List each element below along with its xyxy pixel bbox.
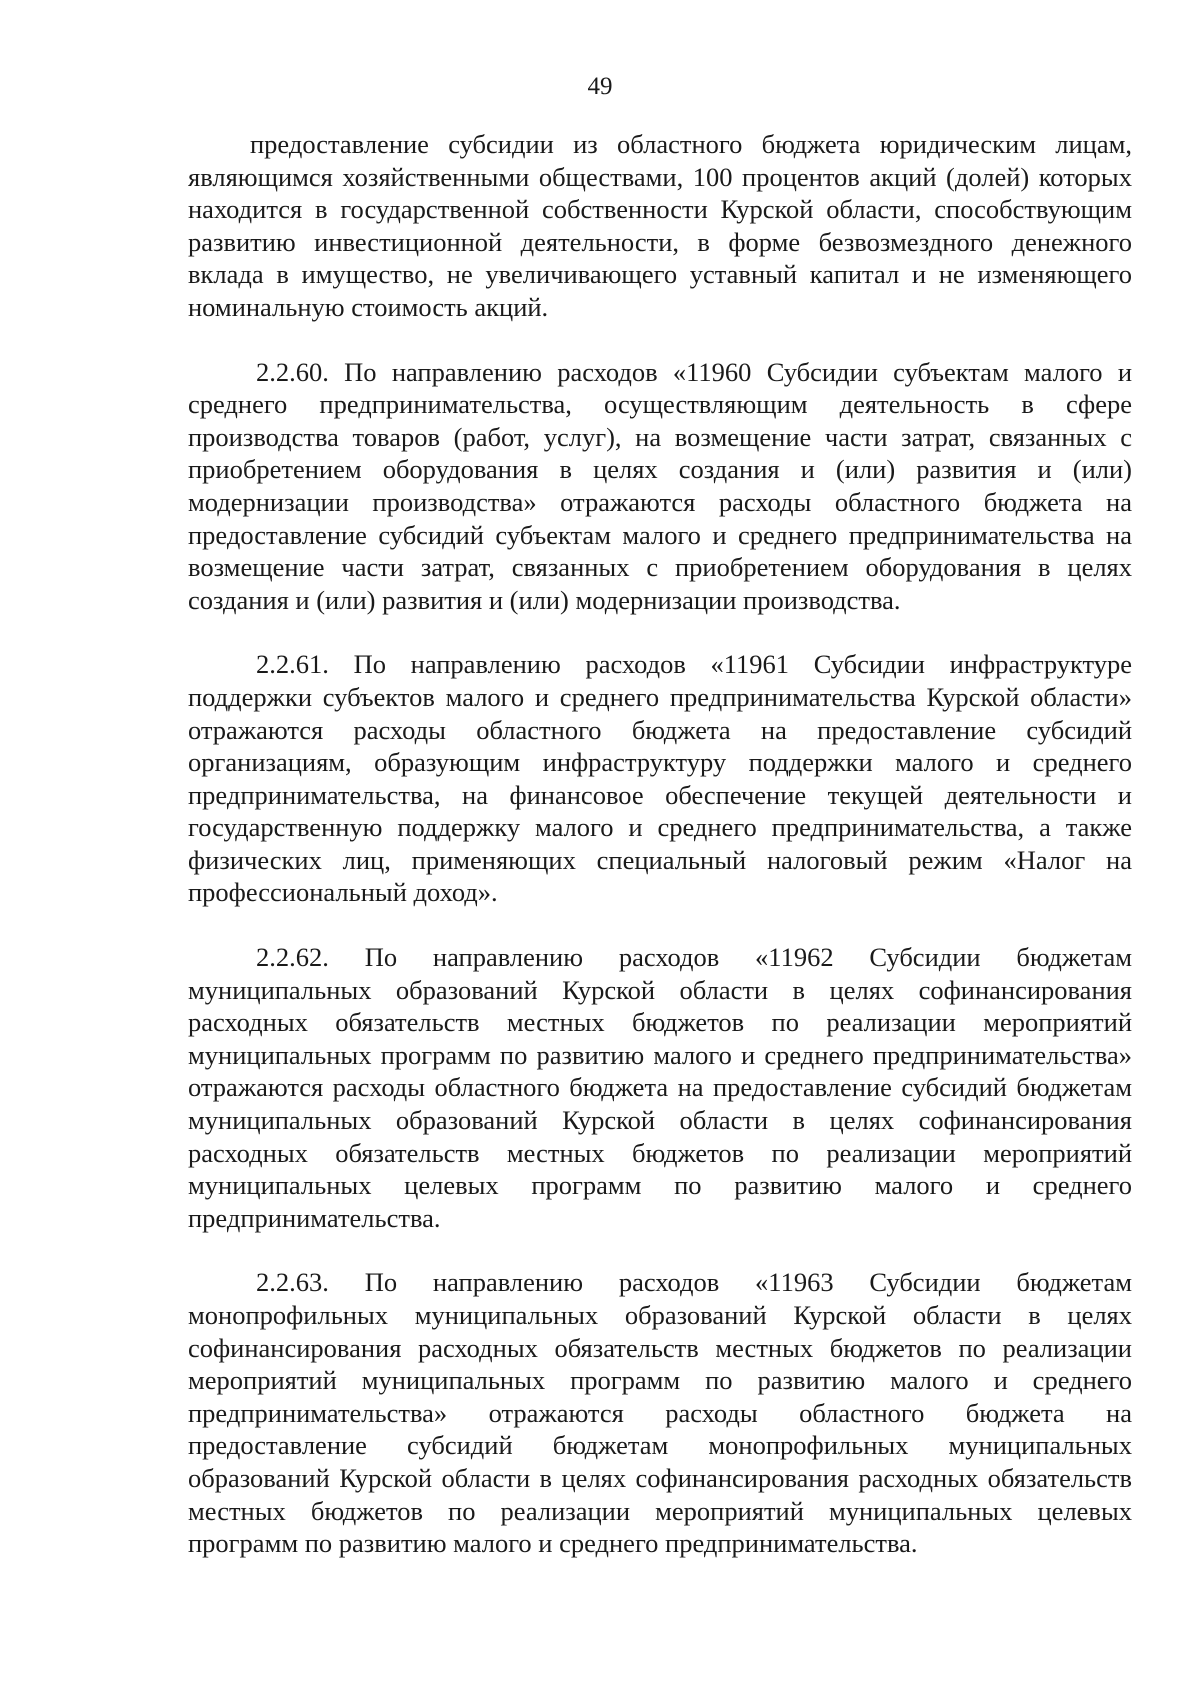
document-body [188,128,1132,1560]
paragraph-continuation [188,128,1132,324]
paragraph-text: По направлению расходов «11963 Субсидии бюджетам монопрофильных муниципальных образований Курской области в целях софинансирования расходных обязательств местных бюджетов по реализации мероприятий муниципальных программ по развитию малого и среднего предпринимательства» отражаются расходы областного бюджета на предоставление субсидий бюджетам монопрофильных муниципальных образований Курской области в целях софинансирования расходных обязательств местных бюджетов по реализации мероприятий муниципальных целевых программ по развитию малого и среднего предпринимательства. [188,1267,1132,1559]
page-number: 49 [587,73,613,100]
paragraph-text: предоставление субсидии из областного бюджета юридическим лицам, являющимся хозяйственными обществами, 100 процентов акций (долей) которых находится в государственной собственности Курской области, способствующим развитию инвестиционной деятельности, в форме безвозмездного денежного вклада в имущество, не увеличивающего уставный капитал и не изменяющего номинальную стоимость акций. [188,129,1132,322]
clause-number: 2.2.63. [256,1267,329,1298]
paragraph-text: По направлению расходов «11960 Субсидии субъектам малого и среднего предпринимательства, осуществляющим деятельность в сфере производства товаров (работ, услуг), на возмещение части затрат, связанных с приобретением оборудования в целях создания и (или) развития и (или) модернизации производства» отражаются расходы областного бюджета на предоставление субсидий субъектам малого и среднего предпринимательства на возмещение части затрат, связанных с приобретением оборудования в целях создания и (или) развития и (или) модернизации производства. [188,356,1133,615]
paragraph-text: По направлению расходов «11961 Субсидии инфраструктуре поддержки субъектов малого и среднего предпринимательства Курской области» отражаются расходы областного бюджета на предоставление субсидий организациям, образующим инфраструктуру поддержки малого и среднего предпринимательства, на финансовое обеспечение текущей деятельности и государственную поддержку малого и среднего предпринимательства, а также физических лиц, применяющих специальный налоговый режим «Налог на профессиональный доход». [188,649,1132,908]
paragraph-2-2-63 [188,1266,1132,1559]
clause-number: 2.2.60. [256,356,329,387]
paragraph-2-2-60 [188,356,1132,617]
paragraph-2-2-62 [188,941,1132,1234]
clause-number: 2.2.61. [256,649,329,680]
paragraph-text: По направлению расходов «11962 Субсидии бюджетам муниципальных образований Курской области в целях софинансирования расходных обязательств местных бюджетов по реализации мероприятий муниципальных программ по развитию малого и среднего предпринимательства» отражаются расходы областного бюджета на предоставление субсидий бюджетам муниципальных образований Курской области в целях софинансирования расходных обязательств местных бюджетов по реализации мероприятий муниципальных целевых программ по развитию малого и среднего предпринимательства. [188,942,1132,1233]
clause-number: 2.2.62. [256,942,329,973]
paragraph-2-2-61 [188,648,1132,909]
